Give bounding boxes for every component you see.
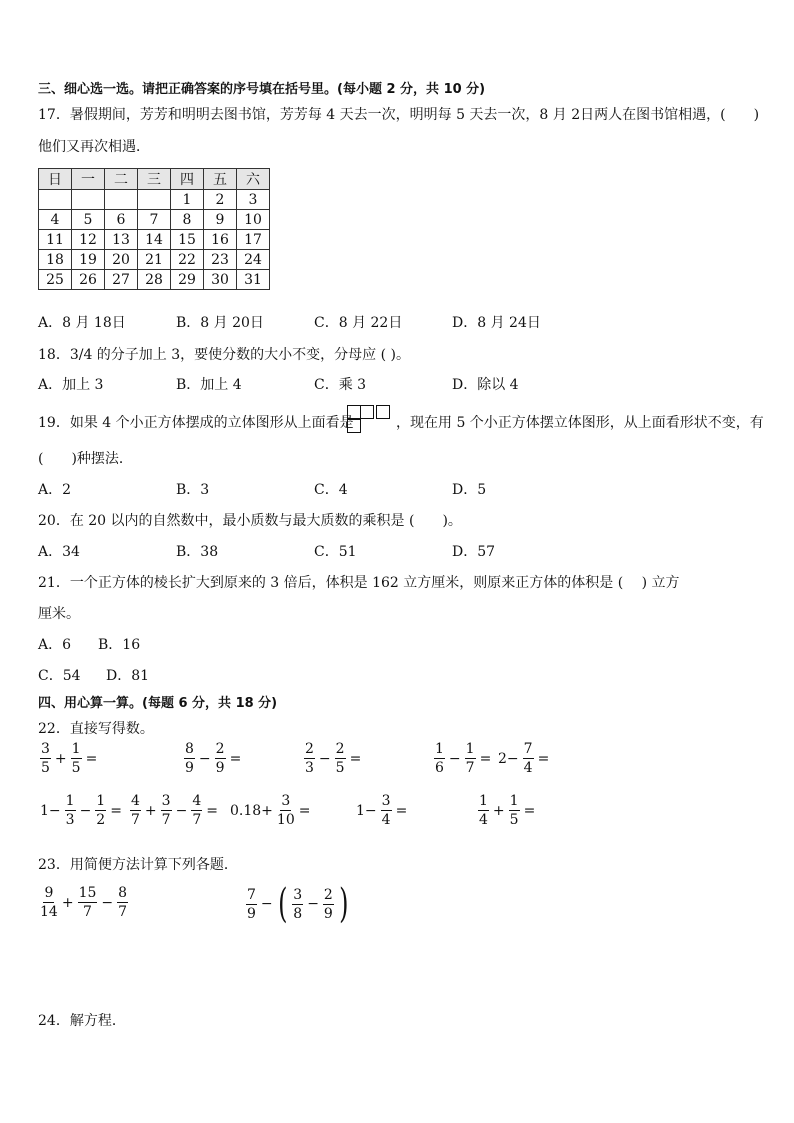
equals-sign: = — [298, 802, 311, 819]
q17-option-a[interactable]: A．8 月 18日 — [38, 315, 126, 331]
denominator: 8 — [293, 905, 303, 922]
calendar-row — [39, 270, 270, 290]
q21-text-line1: 21．一个正方体的棱长扩大到原来的 3 倍后，体积是 162 立方厘米，则原来正方体的体积是 ( ) 立方 — [38, 575, 680, 591]
calendar-cell: 23 — [204, 250, 237, 270]
calendar-cell: 18 — [39, 250, 72, 270]
denominator: 2 — [96, 812, 106, 828]
fraction — [117, 886, 128, 919]
q18-option-a[interactable]: A．加上 3 — [38, 377, 104, 393]
q18-text: 18．3/4 的分子加上 3，要使分数的大小不变，分母应 ( )。 — [38, 347, 410, 363]
q22-expression-1 — [38, 742, 99, 775]
q18-option-b[interactable]: B．加上 4 — [176, 377, 242, 393]
denominator: 4 — [381, 812, 391, 828]
calendar-cell: 15 — [171, 230, 204, 250]
numerator: 7 — [247, 886, 256, 903]
numerator: 3 — [381, 793, 391, 809]
fraction — [65, 794, 76, 827]
fraction — [277, 794, 295, 827]
fraction — [523, 742, 534, 775]
calendar-cell: 7 — [138, 210, 171, 230]
q22-expression-10 — [476, 794, 537, 827]
fraction — [161, 794, 172, 827]
calendar-cell — [39, 190, 72, 210]
denominator: 3 — [305, 760, 314, 776]
numerator: 1 — [65, 793, 75, 809]
fraction — [509, 794, 520, 827]
q17-text-line2: 他们又再次相遇． — [38, 139, 150, 155]
calendar-cell — [138, 190, 171, 210]
q22-expression-9 — [354, 794, 409, 827]
q20-option-a[interactable]: A．34 — [38, 544, 80, 560]
top-view-square — [376, 405, 390, 419]
numerator: 9 — [44, 885, 54, 901]
calendar-header-cell: 一 — [72, 169, 105, 190]
q19-option-c[interactable]: C．4 — [314, 482, 348, 498]
leading-term: 1− — [356, 802, 377, 819]
calendar-header-cell: 五 — [204, 169, 237, 190]
calendar-row — [39, 210, 270, 230]
q22-title: 22．直接写得数。 — [38, 721, 154, 737]
operator: + — [54, 750, 67, 767]
calendar-row — [39, 190, 270, 210]
fraction — [78, 886, 98, 919]
numerator: 8 — [185, 741, 194, 757]
numerator: 1 — [509, 793, 519, 809]
numerator: 1 — [435, 741, 444, 757]
fraction — [191, 794, 202, 827]
q22-expression-8 — [228, 794, 312, 827]
q17-option-b[interactable]: B．8 月 20日 — [176, 315, 264, 331]
calendar-cell: 2 — [204, 190, 237, 210]
calendar-cell — [72, 190, 105, 210]
fraction — [215, 742, 226, 775]
q18-option-c[interactable]: C．乘 3 — [314, 377, 367, 393]
q19-option-d[interactable]: D．5 — [452, 482, 487, 498]
denominator: 7 — [465, 760, 475, 776]
fraction — [40, 742, 51, 775]
right-parenthesis: ) — [338, 881, 349, 927]
operator: − — [175, 802, 188, 819]
q17-option-c[interactable]: C．8 月 22日 — [314, 315, 403, 331]
q22-expression-5 — [496, 742, 551, 775]
q21-option-c[interactable]: C．54 — [38, 668, 81, 684]
numerator: 1 — [479, 793, 488, 809]
august-calendar-table — [38, 168, 270, 290]
fraction — [40, 886, 58, 919]
fraction — [478, 794, 489, 827]
section-4-title: 四、用心算一算。(每题 6 分，共 18 分) — [38, 696, 278, 711]
calendar-cell: 12 — [72, 230, 105, 250]
q20-text: 20．在 20 以内的自然数中，最小质数与最大质数的乘积是 ( )。 — [38, 513, 462, 529]
top-view-square — [347, 419, 361, 433]
denominator: 4 — [523, 760, 533, 776]
calendar-cell: 29 — [171, 270, 204, 290]
leading-term: 1− — [40, 802, 61, 819]
calendar-header-cell: 四 — [171, 169, 204, 190]
calendar-cell: 14 — [138, 230, 171, 250]
calendar-header-cell: 二 — [105, 169, 138, 190]
fraction — [130, 794, 141, 827]
numerator: 2 — [335, 741, 345, 757]
fraction — [292, 888, 303, 921]
calendar-cell: 8 — [171, 210, 204, 230]
equals-sign: = — [395, 802, 408, 819]
denominator: 9 — [323, 905, 333, 922]
denominator: 5 — [41, 760, 50, 776]
operator: − — [448, 750, 461, 767]
equals-sign: = — [229, 750, 242, 767]
leading-term: 2− — [498, 750, 519, 767]
q19-option-b[interactable]: B．3 — [176, 482, 210, 498]
numerator: 1 — [465, 741, 475, 757]
numerator: 1 — [96, 793, 106, 809]
calendar-cell: 9 — [204, 210, 237, 230]
calendar-cell — [105, 190, 138, 210]
q20-option-c[interactable]: C．51 — [314, 544, 357, 560]
calendar-header-cell: 日 — [39, 169, 72, 190]
numerator: 2 — [215, 741, 225, 757]
fraction — [95, 794, 106, 827]
numerator: 4 — [131, 793, 140, 809]
operator: + — [61, 894, 74, 911]
denominator: 7 — [161, 812, 171, 828]
operator: − — [198, 750, 211, 767]
fraction — [184, 742, 195, 775]
equals-sign: = — [349, 750, 362, 767]
operator: − — [307, 896, 319, 912]
q22-expression-3 — [302, 742, 363, 775]
calendar-cell: 4 — [39, 210, 72, 230]
section-3-title: 三、细心选一选。请把正确答案的序号填在括号里。(每小题 2 分，共 10 分) — [38, 82, 486, 97]
q17-text-line1: 17．暑假期间，芳芳和明明去图书馆，芳芳每 4 天去一次，明明每 5 天去一次，8 月 2日两人在图书馆相遇，( ) — [38, 107, 760, 123]
q22-expression-4 — [432, 742, 493, 775]
calendar-cell: 30 — [204, 270, 237, 290]
q21-option-d[interactable]: D．81 — [106, 668, 150, 684]
q19-text-after: ，现在用 5 个小正方体摆立体图形，从上面看形状不变，有 — [396, 415, 764, 431]
equals-sign: = — [479, 750, 492, 767]
q21-text-line2: 厘米。 — [38, 606, 80, 622]
operator: − — [79, 802, 92, 819]
fraction — [71, 742, 82, 775]
calendar-cell: 19 — [72, 250, 105, 270]
calendar-cell: 21 — [138, 250, 171, 270]
calendar-cell: 1 — [171, 190, 204, 210]
q21-option-a[interactable]: A．6 — [38, 637, 72, 653]
q18-option-d[interactable]: D．除以 4 — [452, 377, 519, 393]
calendar-cell: 20 — [105, 250, 138, 270]
denominator: 5 — [71, 760, 81, 776]
q22-expression-6 — [38, 794, 124, 827]
numerator: 3 — [41, 741, 50, 757]
numerator: 7 — [523, 741, 533, 757]
numerator: 8 — [118, 885, 128, 901]
calendar-cell: 22 — [171, 250, 204, 270]
operator: − — [260, 896, 273, 912]
denominator: 7 — [131, 812, 140, 828]
q17-option-d[interactable]: D．8 月 24日 — [452, 315, 541, 331]
calendar-cell: 27 — [105, 270, 138, 290]
calendar-cell: 26 — [72, 270, 105, 290]
q23-title: 23．用简便方法计算下列各题． — [38, 857, 238, 873]
top-view-square — [360, 405, 374, 419]
operator: − — [101, 894, 114, 911]
calendar-header-cell: 三 — [138, 169, 171, 190]
denominator: 10 — [276, 812, 295, 828]
numerator: 3 — [281, 793, 291, 809]
calendar-cell: 10 — [237, 210, 270, 230]
denominator: 5 — [335, 760, 345, 776]
calendar-cell: 5 — [72, 210, 105, 230]
fraction — [434, 742, 445, 775]
denominator: 14 — [40, 904, 58, 920]
q19-option-a[interactable]: A．2 — [38, 482, 72, 498]
q22-expression-2 — [182, 742, 243, 775]
denominator: 7 — [83, 904, 92, 920]
calendar-cell: 11 — [39, 230, 72, 250]
equals-sign: = — [523, 802, 536, 819]
calendar-row — [39, 250, 270, 270]
numerator: 2 — [305, 741, 314, 757]
denominator: 6 — [435, 760, 444, 776]
equals-sign: = — [206, 802, 218, 819]
top-view-square — [347, 405, 361, 419]
calendar-cell: 25 — [39, 270, 72, 290]
q22-expression-7 — [128, 794, 220, 827]
calendar-cell: 3 — [237, 190, 270, 210]
denominator: 7 — [118, 904, 128, 920]
fraction — [246, 888, 257, 921]
left-parenthesis: ( — [277, 881, 288, 927]
fraction — [304, 742, 315, 775]
numerator: 3 — [293, 886, 303, 903]
fraction — [323, 888, 334, 921]
calendar-header-row — [39, 169, 270, 190]
equals-sign: = — [110, 802, 122, 819]
denominator: 4 — [479, 812, 488, 828]
q20-option-d[interactable]: D．57 — [452, 544, 496, 560]
denominator: 9 — [185, 760, 194, 776]
operator: − — [318, 750, 331, 767]
q23-expression-1 — [38, 886, 130, 919]
fraction — [335, 742, 346, 775]
numerator: 4 — [192, 793, 202, 809]
numerator: 3 — [161, 793, 171, 809]
denominator: 7 — [192, 812, 202, 828]
q20-option-b[interactable]: B．38 — [176, 544, 219, 560]
q24-title: 24．解方程． — [38, 1013, 126, 1029]
calendar-cell: 31 — [237, 270, 270, 290]
operator: + — [492, 802, 505, 819]
denominator: 9 — [215, 760, 225, 776]
calendar-cell: 17 — [237, 230, 270, 250]
calendar-cell: 13 — [105, 230, 138, 250]
equals-sign: = — [537, 750, 550, 767]
denominator: 5 — [509, 812, 519, 828]
q21-option-b[interactable]: B．16 — [98, 637, 141, 653]
leading-term: 0.18+ — [230, 802, 273, 819]
operator: + — [144, 802, 157, 819]
q19-text-line2: ( )种摆法． — [38, 451, 133, 467]
calendar-cell: 6 — [105, 210, 138, 230]
numerator: 2 — [323, 886, 333, 903]
denominator: 3 — [65, 812, 75, 828]
q23-expression-2 — [244, 881, 351, 927]
q19-text-before: 19．如果 4 个小正方体摆成的立体图形从上面看是 — [38, 415, 354, 431]
calendar-row — [39, 230, 270, 250]
fraction — [465, 742, 476, 775]
numerator: 1 — [71, 741, 81, 757]
equals-sign: = — [85, 750, 98, 767]
calendar-header-cell: 六 — [237, 169, 270, 190]
fraction — [381, 794, 392, 827]
calendar-cell: 28 — [138, 270, 171, 290]
denominator: 9 — [247, 905, 256, 922]
calendar-cell: 24 — [237, 250, 270, 270]
calendar-cell: 16 — [204, 230, 237, 250]
numerator: 15 — [78, 885, 97, 901]
